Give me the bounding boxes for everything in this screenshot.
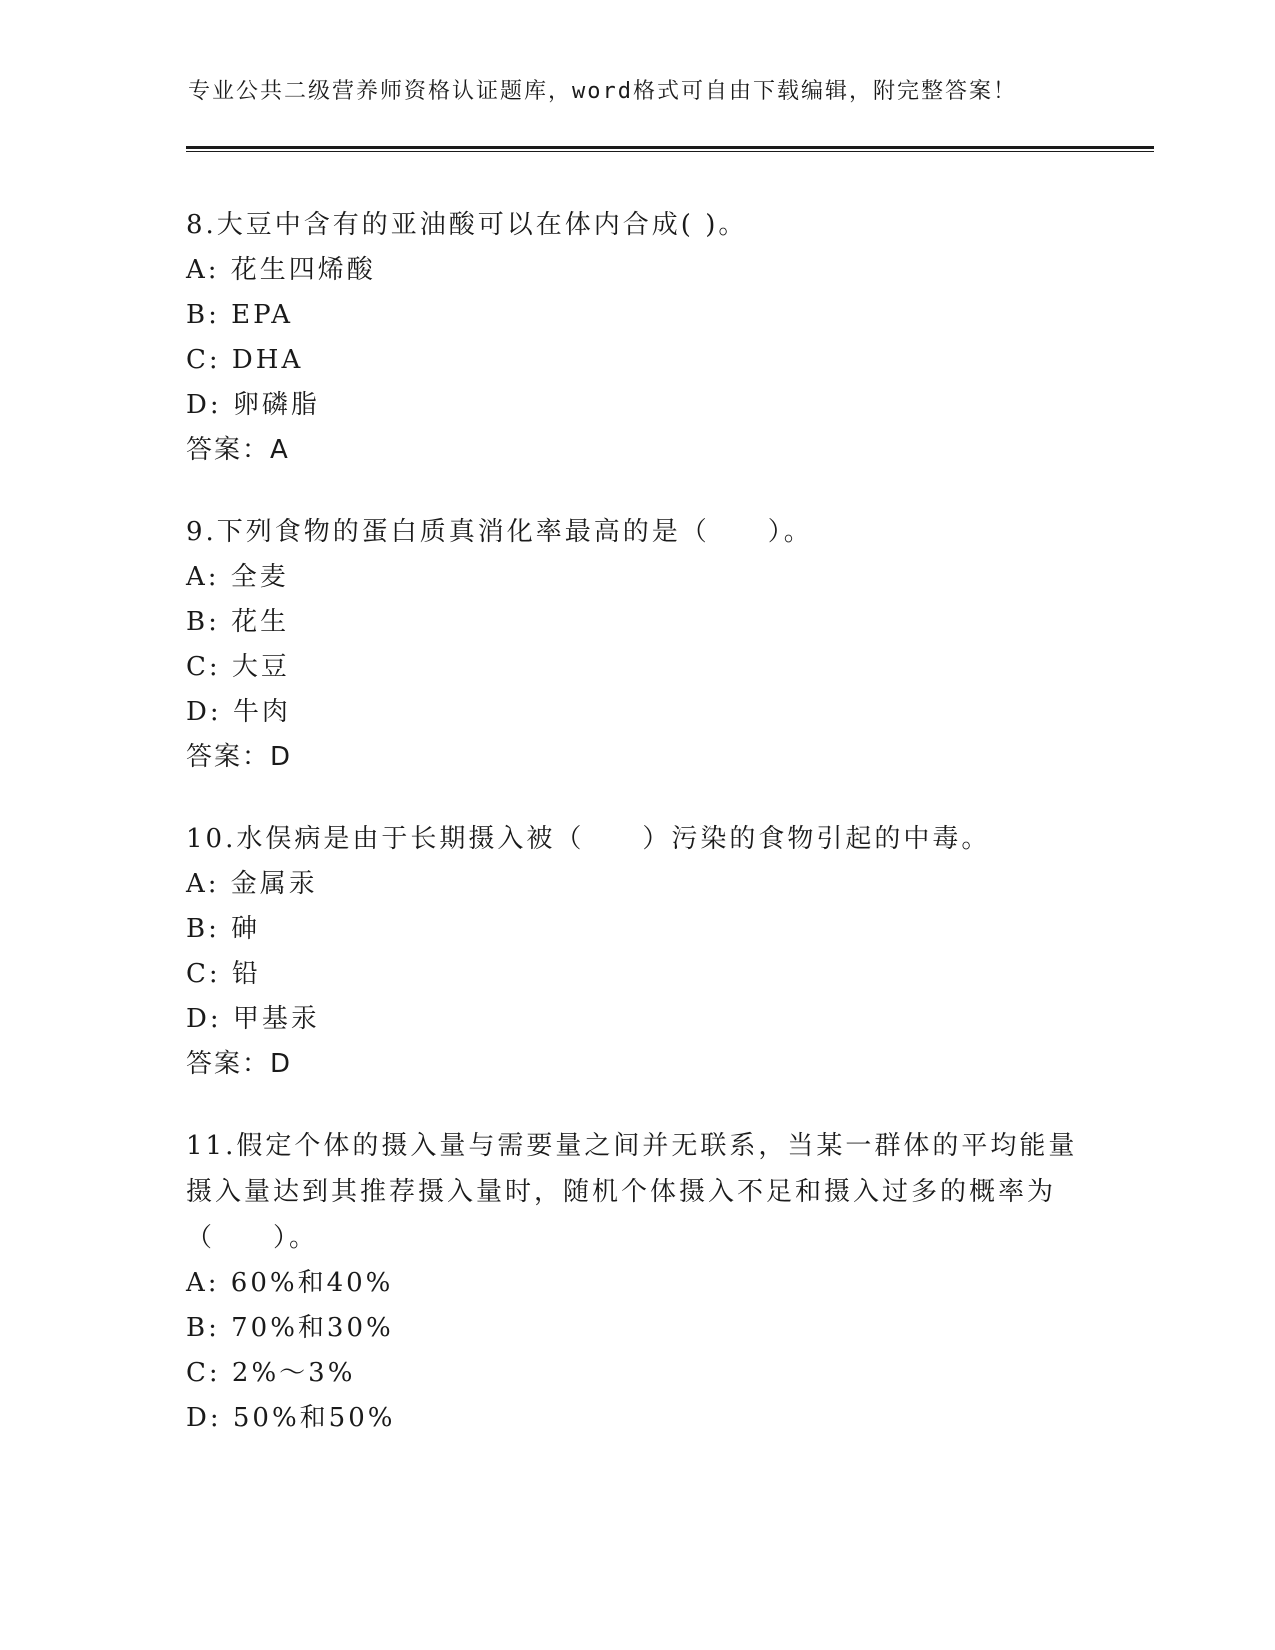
option-b: B: 砷 [186, 914, 261, 944]
header-rule-thin [186, 151, 1154, 152]
option-c: C: 2%～3% [186, 1358, 356, 1388]
option-a: A: 金属汞 [186, 869, 318, 899]
option-b: B: 花生 [186, 607, 290, 637]
answer: 答案：D [186, 742, 293, 772]
answer: 答案：A [186, 435, 290, 465]
question-list [186, 202, 1086, 1477]
question-stem: 11.假定个体的摄入量与需要量之间并无联系，当某一群体的平均能量摄入量达到其推荐摄入量时，随机个体摄入不足和摄入过多的概率为（ ）。 [186, 1131, 1078, 1253]
option-d: D: 牛肉 [186, 697, 291, 727]
question-8 [186, 202, 1086, 473]
header-rule [186, 146, 1154, 149]
question-10 [186, 816, 1086, 1087]
option-d: D: 卵磷脂 [186, 390, 320, 420]
option-d: D: 50%和50% [186, 1403, 396, 1433]
option-a: A: 花生四烯酸 [186, 255, 376, 285]
question-stem: 8.大豆中含有的亚油酸可以在体内合成( )。 [186, 210, 748, 240]
option-c: C: 铅 [186, 959, 261, 989]
option-a: A: 60%和40% [186, 1268, 394, 1298]
question-stem: 10.水俣病是由于长期摄入被（ ）污染的食物引起的中毒。 [186, 824, 991, 854]
option-c: C: DHA [186, 345, 304, 375]
question-11 [186, 1123, 1086, 1441]
header-text: 专业公共二级营养师资格认证题库，word格式可自由下载编辑，附完整答案！ [188, 79, 1017, 104]
option-c: C: 大豆 [186, 652, 290, 682]
option-a: A: 全麦 [186, 562, 289, 592]
option-b: B: EPA [186, 300, 293, 330]
answer: 答案：D [186, 1049, 293, 1079]
question-9 [186, 509, 1086, 780]
question-stem: 9.下列食物的蛋白质真消化率最高的是（ ）。 [186, 517, 813, 547]
option-d: D: 甲基汞 [186, 1004, 320, 1034]
option-b: B: 70%和30% [186, 1313, 394, 1343]
